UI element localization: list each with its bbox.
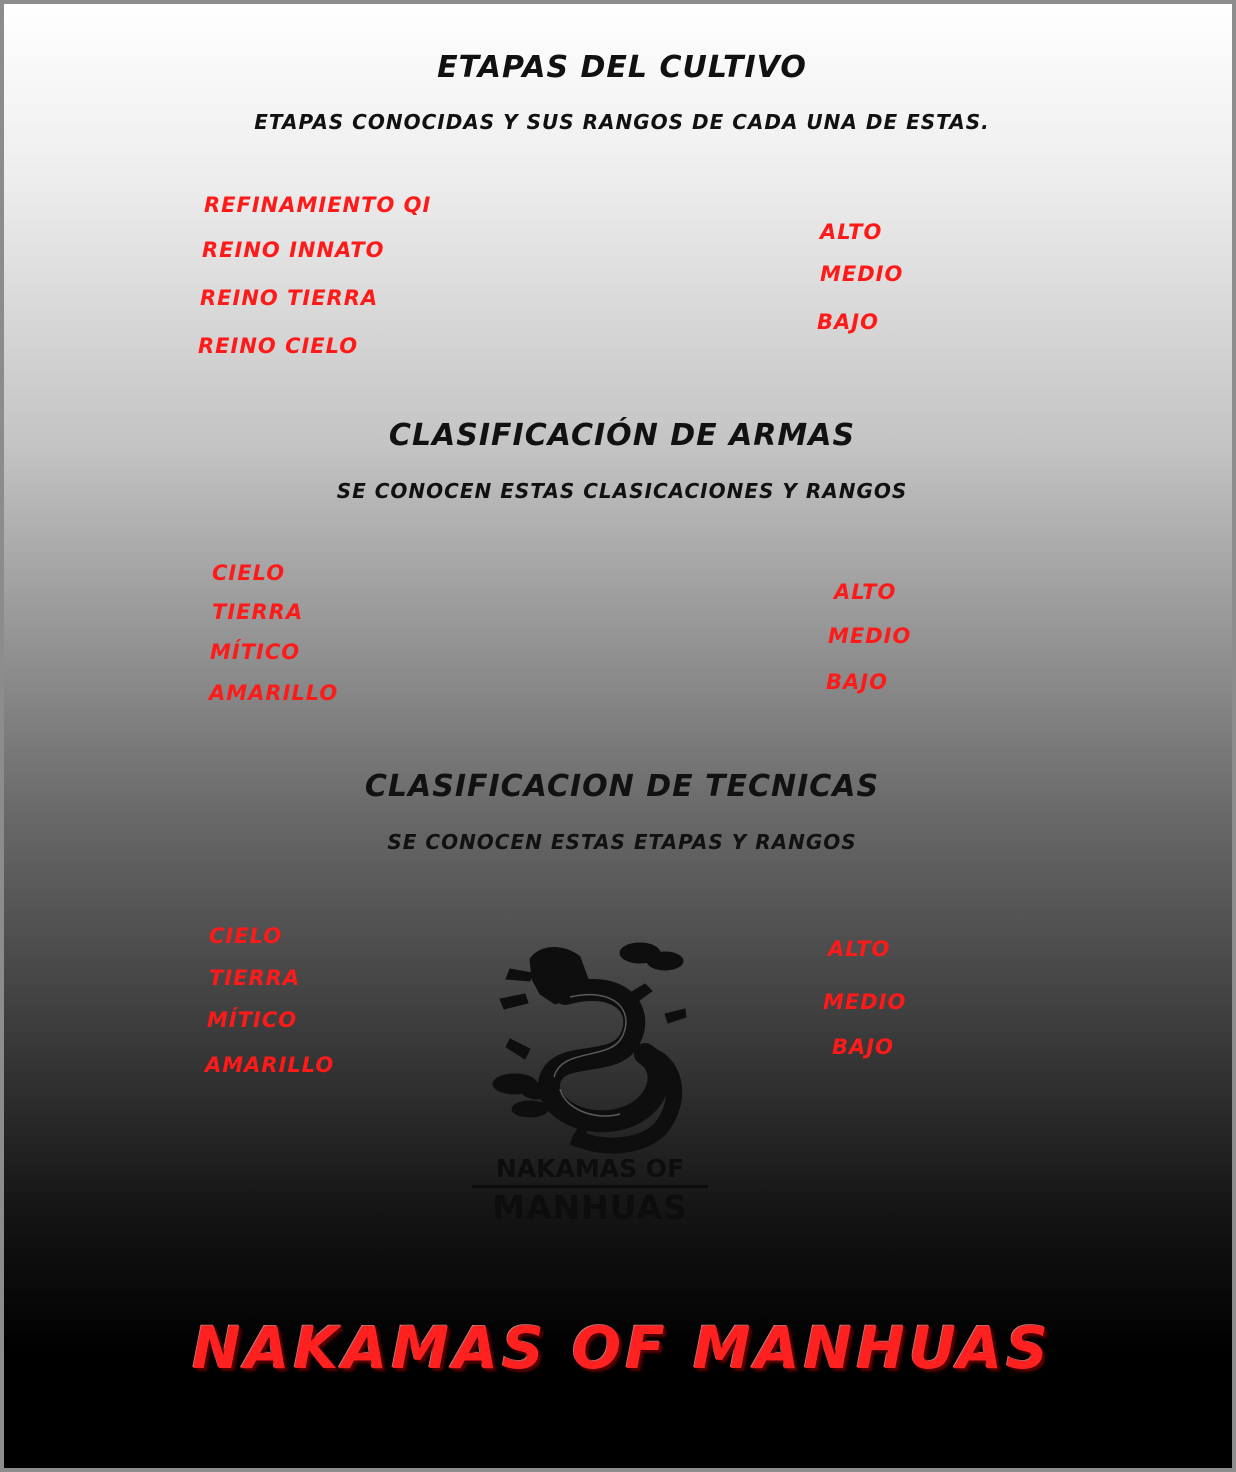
list-item: REINO CIELO xyxy=(198,334,359,358)
rank-item: MEDIO xyxy=(823,990,907,1014)
rank-item: ALTO xyxy=(828,937,891,961)
section-subtitle-tecnicas: SE CONOCEN ESTAS ETAPAS Y RANGOS xyxy=(387,830,857,854)
list-item: AMARILLO xyxy=(209,681,339,705)
dragon-icon xyxy=(470,939,710,1154)
list-item: MÍTICO xyxy=(210,640,301,664)
list-item: REINO INNATO xyxy=(202,238,385,262)
list-item: TIERRA xyxy=(209,966,301,990)
section-subtitle-cultivo: ETAPAS CONOCIDAS Y SUS RANGOS DE CADA UNA DE ESTAS. xyxy=(254,110,990,134)
list-item: AMARILLO xyxy=(205,1053,335,1077)
list-item: REINO TIERRA xyxy=(200,286,379,310)
rank-item: BAJO xyxy=(817,310,879,334)
rank-item: MEDIO xyxy=(820,262,904,286)
rank-item: BAJO xyxy=(826,670,888,694)
rank-item: MEDIO xyxy=(828,624,912,648)
rank-item: ALTO xyxy=(834,580,897,604)
footer-banner: NAKAMAS OF MANHUAS xyxy=(192,1314,1052,1382)
rank-item: BAJO xyxy=(832,1035,894,1059)
logo xyxy=(470,939,710,1229)
list-item: CIELO xyxy=(212,561,286,585)
section-title-tecnicas: CLASIFICACION DE TECNICAS xyxy=(364,769,880,804)
logo-text-line1: NAKAMAS OF xyxy=(495,1154,685,1183)
list-item: TIERRA xyxy=(212,600,304,624)
rank-item: ALTO xyxy=(820,220,883,244)
section-subtitle-armas: SE CONOCEN ESTAS CLASICACIONES Y RANGOS xyxy=(336,479,908,503)
section-title-armas: CLASIFICACIÓN DE ARMAS xyxy=(388,418,856,453)
section-title-cultivo: ETAPAS DEL CULTIVO xyxy=(437,50,807,85)
list-item: MÍTICO xyxy=(207,1008,298,1032)
list-item: REFINAMIENTO QI xyxy=(204,193,432,217)
list-item: CIELO xyxy=(209,924,283,948)
logo-text-line2: MANHUAS xyxy=(492,1188,688,1227)
